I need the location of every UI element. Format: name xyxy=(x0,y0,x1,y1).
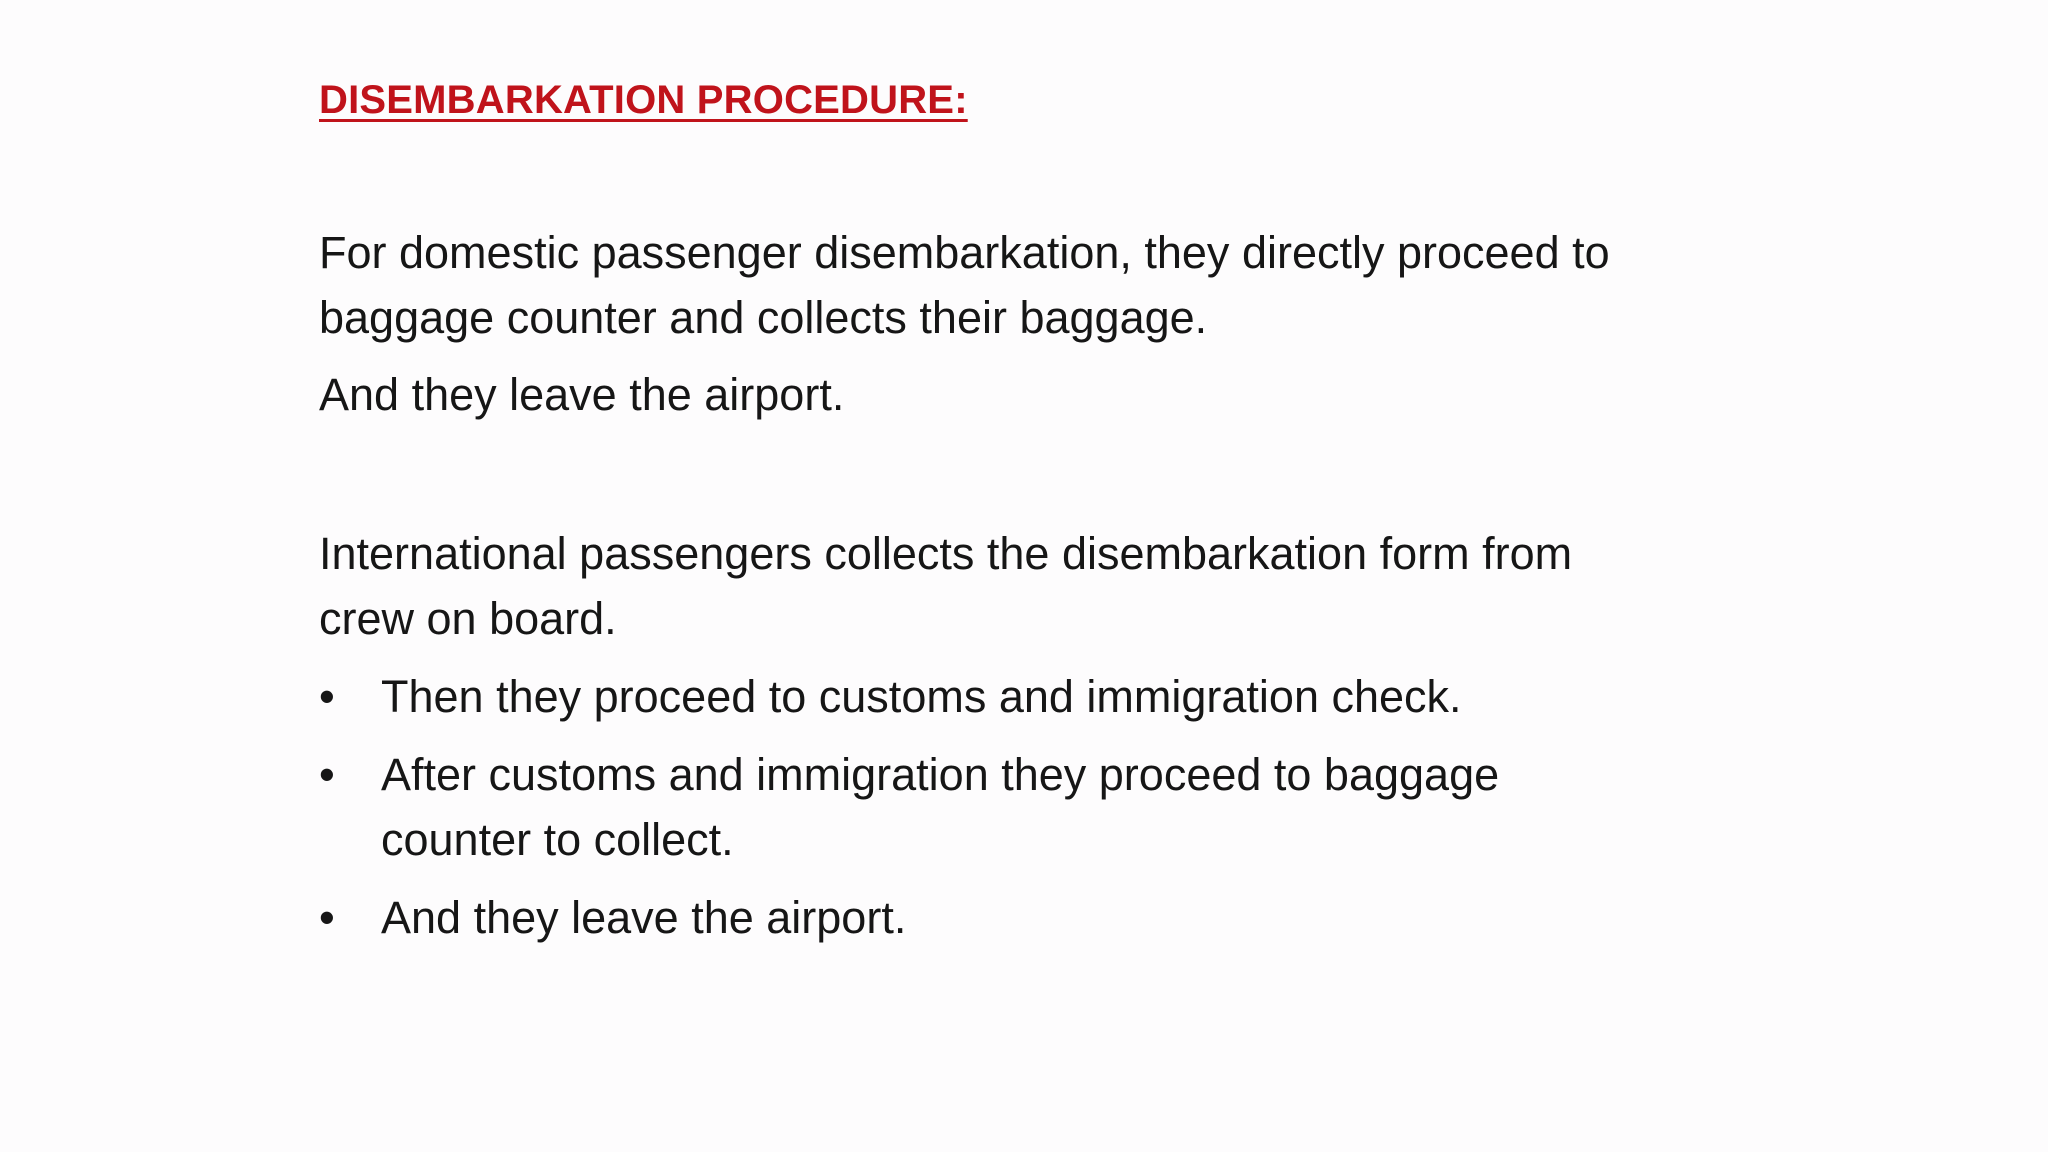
bullet-icon: • xyxy=(319,892,335,943)
bullet-text-line: Then they proceed to customs and immigration check. xyxy=(381,671,1462,722)
domestic-leave-line: And they leave the airport. xyxy=(319,369,845,420)
domestic-paragraph xyxy=(319,220,1610,350)
bullet-icon: • xyxy=(319,749,335,800)
international-line-2: crew on board. xyxy=(319,593,617,644)
bullet-icon: • xyxy=(319,671,335,722)
domestic-line-1: For domestic passenger disembarkation, they directly proceed to xyxy=(319,227,1610,278)
list-item xyxy=(319,664,1499,729)
international-line-1: International passengers collects the disembarkation form from xyxy=(319,528,1573,579)
bullet-text-line: And they leave the airport. xyxy=(381,892,907,943)
bullet-text-line: After customs and immigration they proceed to baggage xyxy=(381,749,1500,800)
slide-title: DISEMBARKATION PROCEDURE: xyxy=(319,78,968,122)
international-steps-list xyxy=(319,664,1499,963)
domestic-line-2: baggage counter and collects their baggage. xyxy=(319,292,1208,343)
international-paragraph xyxy=(319,521,1572,651)
list-item xyxy=(319,742,1499,872)
bullet-text-line: counter to collect. xyxy=(381,814,734,865)
list-item xyxy=(319,885,1499,950)
